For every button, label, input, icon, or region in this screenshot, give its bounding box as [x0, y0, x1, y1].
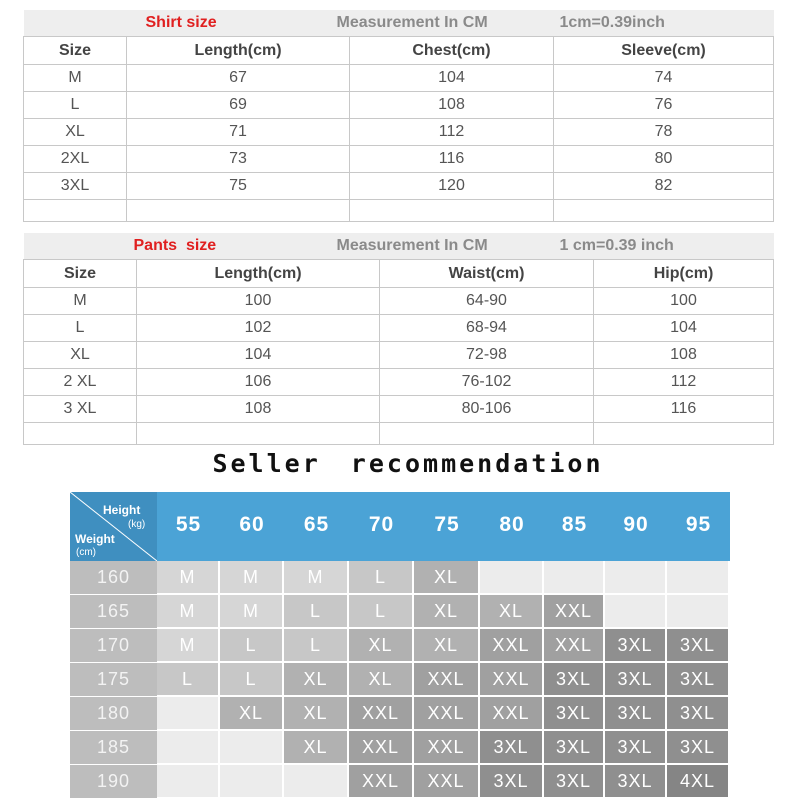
size-cell-empty	[605, 561, 665, 593]
table-cell: 76-102	[380, 369, 594, 396]
size-cell: XXL	[349, 765, 412, 797]
column-header: Waist(cm)	[380, 260, 594, 288]
table-cell: 64-90	[380, 288, 594, 315]
table-row	[24, 65, 774, 92]
column-header: Hip(cm)	[594, 260, 774, 288]
corner-height-unit: (kg)	[128, 519, 146, 530]
size-cell-empty	[480, 561, 542, 593]
table-cell: 82	[554, 173, 774, 200]
table-cell: 104	[350, 65, 554, 92]
size-cell: 3XL	[667, 629, 728, 661]
seller-recommendation-title: Seller recommendation	[212, 449, 604, 478]
size-cell: XXL	[349, 697, 412, 729]
size-cell: M	[220, 561, 282, 593]
table-cell: L	[24, 315, 137, 342]
size-cell: L	[220, 663, 282, 695]
size-cell-empty	[667, 595, 728, 627]
size-cell: 3XL	[544, 731, 603, 763]
table-cell: 67	[127, 65, 350, 92]
table-cell: 3 XL	[24, 396, 137, 423]
size-cell: M	[157, 595, 218, 627]
height-row-label: 170	[70, 629, 157, 662]
size-cell: M	[157, 561, 218, 593]
size-cell: XL	[414, 561, 478, 593]
size-cell: XL	[284, 697, 347, 729]
table-cell: 71	[127, 119, 350, 146]
table-cell: 2XL	[24, 146, 127, 173]
size-cell: 3XL	[605, 697, 665, 729]
pants-title: Pants size	[133, 237, 217, 254]
recommendation-chart	[70, 492, 730, 800]
height-row-label: 165	[70, 595, 157, 628]
corner-weight-label: Weight	[75, 532, 115, 546]
corner-header	[70, 492, 157, 561]
shirt-header-row	[24, 37, 774, 65]
weight-column-header: 55	[175, 513, 202, 536]
table-cell: 112	[594, 369, 774, 396]
size-cell: 3XL	[605, 731, 665, 763]
size-cell-empty	[667, 561, 728, 593]
size-cell: XXL	[544, 595, 603, 627]
table-cell: 75	[127, 173, 350, 200]
size-cell: XXL	[349, 731, 412, 763]
size-cell: XXL	[414, 765, 478, 797]
table-row	[24, 119, 774, 146]
shirt-size-table	[23, 10, 774, 222]
weight-column-header: 65	[303, 513, 330, 536]
size-cell: XL	[480, 595, 542, 627]
size-cell: XXL	[480, 663, 542, 695]
size-cell: L	[284, 629, 347, 661]
size-cell-empty	[157, 731, 218, 763]
column-header: Chest(cm)	[350, 37, 554, 65]
size-cell: XXL	[414, 731, 478, 763]
size-cell: XL	[284, 731, 347, 763]
table-cell: 116	[350, 146, 554, 173]
weight-column-header: 90	[623, 513, 649, 536]
pants-title-row	[24, 233, 774, 260]
table-cell	[350, 200, 554, 222]
pants-measurement-note: Measurement In CM	[336, 237, 488, 254]
size-cell: 3XL	[667, 697, 728, 729]
table-cell: 102	[137, 315, 380, 342]
size-cell: 3XL	[544, 663, 603, 695]
size-cell: XL	[349, 629, 412, 661]
table-cell: 108	[137, 396, 380, 423]
size-cell-empty	[544, 561, 603, 593]
column-header: Size	[24, 37, 127, 65]
size-cell-empty	[220, 765, 282, 797]
shirt-measurement-note: Measurement In CM	[336, 14, 488, 31]
size-cell: 3XL	[605, 629, 665, 661]
table-cell: 106	[137, 369, 380, 396]
size-cell: XXL	[544, 629, 603, 661]
table-cell: XL	[24, 342, 137, 369]
weight-column-header: 60	[239, 513, 265, 536]
table-cell	[137, 423, 380, 445]
table-cell: L	[24, 92, 127, 119]
size-cell: 3XL	[544, 765, 603, 797]
table-cell	[24, 200, 127, 222]
corner-height-label: Height	[103, 503, 141, 517]
pants-conversion-note: 1 cm=0.39 inch	[559, 237, 674, 254]
table-row	[24, 315, 774, 342]
table-cell: 108	[350, 92, 554, 119]
table-cell	[380, 423, 594, 445]
size-cell: 4XL	[667, 765, 728, 797]
table-cell: 73	[127, 146, 350, 173]
size-cell-empty	[157, 697, 218, 729]
height-row-label: 190	[70, 765, 157, 798]
table-cell: 76	[554, 92, 774, 119]
table-cell: 2 XL	[24, 369, 137, 396]
weight-column-header: 70	[368, 513, 395, 536]
table-cell: 116	[594, 396, 774, 423]
table-cell: 120	[350, 173, 554, 200]
size-cell: L	[157, 663, 218, 695]
height-row-label: 180	[70, 697, 157, 730]
size-cell: 3XL	[480, 731, 542, 763]
table-cell: 68-94	[380, 315, 594, 342]
table-cell: 74	[554, 65, 774, 92]
pants-size-table	[23, 233, 774, 445]
table-cell: XL	[24, 119, 127, 146]
table-row	[24, 146, 774, 173]
size-cell: L	[349, 561, 412, 593]
column-header: Sleeve(cm)	[554, 37, 774, 65]
weight-column-header: 80	[499, 513, 525, 536]
size-cell: XXL	[480, 629, 542, 661]
pants-title-bar	[24, 233, 774, 260]
weight-column-header: 75	[434, 513, 460, 536]
table-row	[24, 342, 774, 369]
table-cell	[24, 423, 137, 445]
size-cell: XL	[414, 629, 478, 661]
table-cell: M	[24, 288, 137, 315]
height-row-label: 175	[70, 663, 157, 696]
size-cell: 3XL	[605, 765, 665, 797]
table-cell	[127, 200, 350, 222]
size-cell: 3XL	[544, 697, 603, 729]
table-cell: 3XL	[24, 173, 127, 200]
shirt-title-row	[24, 10, 774, 37]
size-cell: L	[220, 629, 282, 661]
size-cell: M	[284, 561, 347, 593]
weight-column-header: 95	[685, 513, 712, 536]
table-cell: 80	[554, 146, 774, 173]
table-cell: 69	[127, 92, 350, 119]
table-cell	[594, 423, 774, 445]
size-cell: 3XL	[605, 663, 665, 695]
size-cell: 3XL	[667, 731, 728, 763]
table-row-empty	[24, 200, 774, 222]
size-cell: XXL	[414, 697, 478, 729]
size-cell: XL	[414, 595, 478, 627]
size-cell: XL	[284, 663, 347, 695]
size-cell-empty	[157, 765, 218, 797]
corner-weight-unit: (cm)	[76, 547, 96, 558]
table-row	[24, 396, 774, 423]
weight-column-header: 85	[561, 513, 588, 536]
table-cell: 108	[594, 342, 774, 369]
size-cell: M	[220, 595, 282, 627]
table-cell: M	[24, 65, 127, 92]
height-row-label: 160	[70, 561, 157, 594]
table-cell: 100	[137, 288, 380, 315]
size-cell: XXL	[480, 697, 542, 729]
column-header: Length(cm)	[137, 260, 380, 288]
column-header: Length(cm)	[127, 37, 350, 65]
table-cell: 80-106	[380, 396, 594, 423]
table-cell: 112	[350, 119, 554, 146]
size-cell-empty	[605, 595, 665, 627]
table-row	[24, 173, 774, 200]
table-row	[24, 92, 774, 119]
table-row	[24, 369, 774, 396]
shirt-title-bar	[24, 10, 774, 37]
table-cell: 78	[554, 119, 774, 146]
size-cell: M	[157, 629, 218, 661]
table-cell: 104	[137, 342, 380, 369]
shirt-title: Shirt size	[145, 14, 217, 31]
size-cell: XL	[220, 697, 282, 729]
table-cell	[554, 200, 774, 222]
size-cell-empty	[284, 765, 347, 797]
column-header: Size	[24, 260, 137, 288]
table-row	[24, 288, 774, 315]
height-row-label: 185	[70, 731, 157, 764]
size-cell-empty	[220, 731, 282, 763]
size-cell: L	[284, 595, 347, 627]
size-cell: XXL	[414, 663, 478, 695]
size-cell: XL	[349, 663, 412, 695]
table-cell: 100	[594, 288, 774, 315]
size-cell: 3XL	[480, 765, 542, 797]
pants-header-row	[24, 260, 774, 288]
size-cell: 3XL	[667, 663, 728, 695]
table-cell: 72-98	[380, 342, 594, 369]
table-row-empty	[24, 423, 774, 445]
table-cell: 104	[594, 315, 774, 342]
size-cell: L	[349, 595, 412, 627]
shirt-conversion-note: 1cm=0.39inch	[559, 14, 665, 31]
